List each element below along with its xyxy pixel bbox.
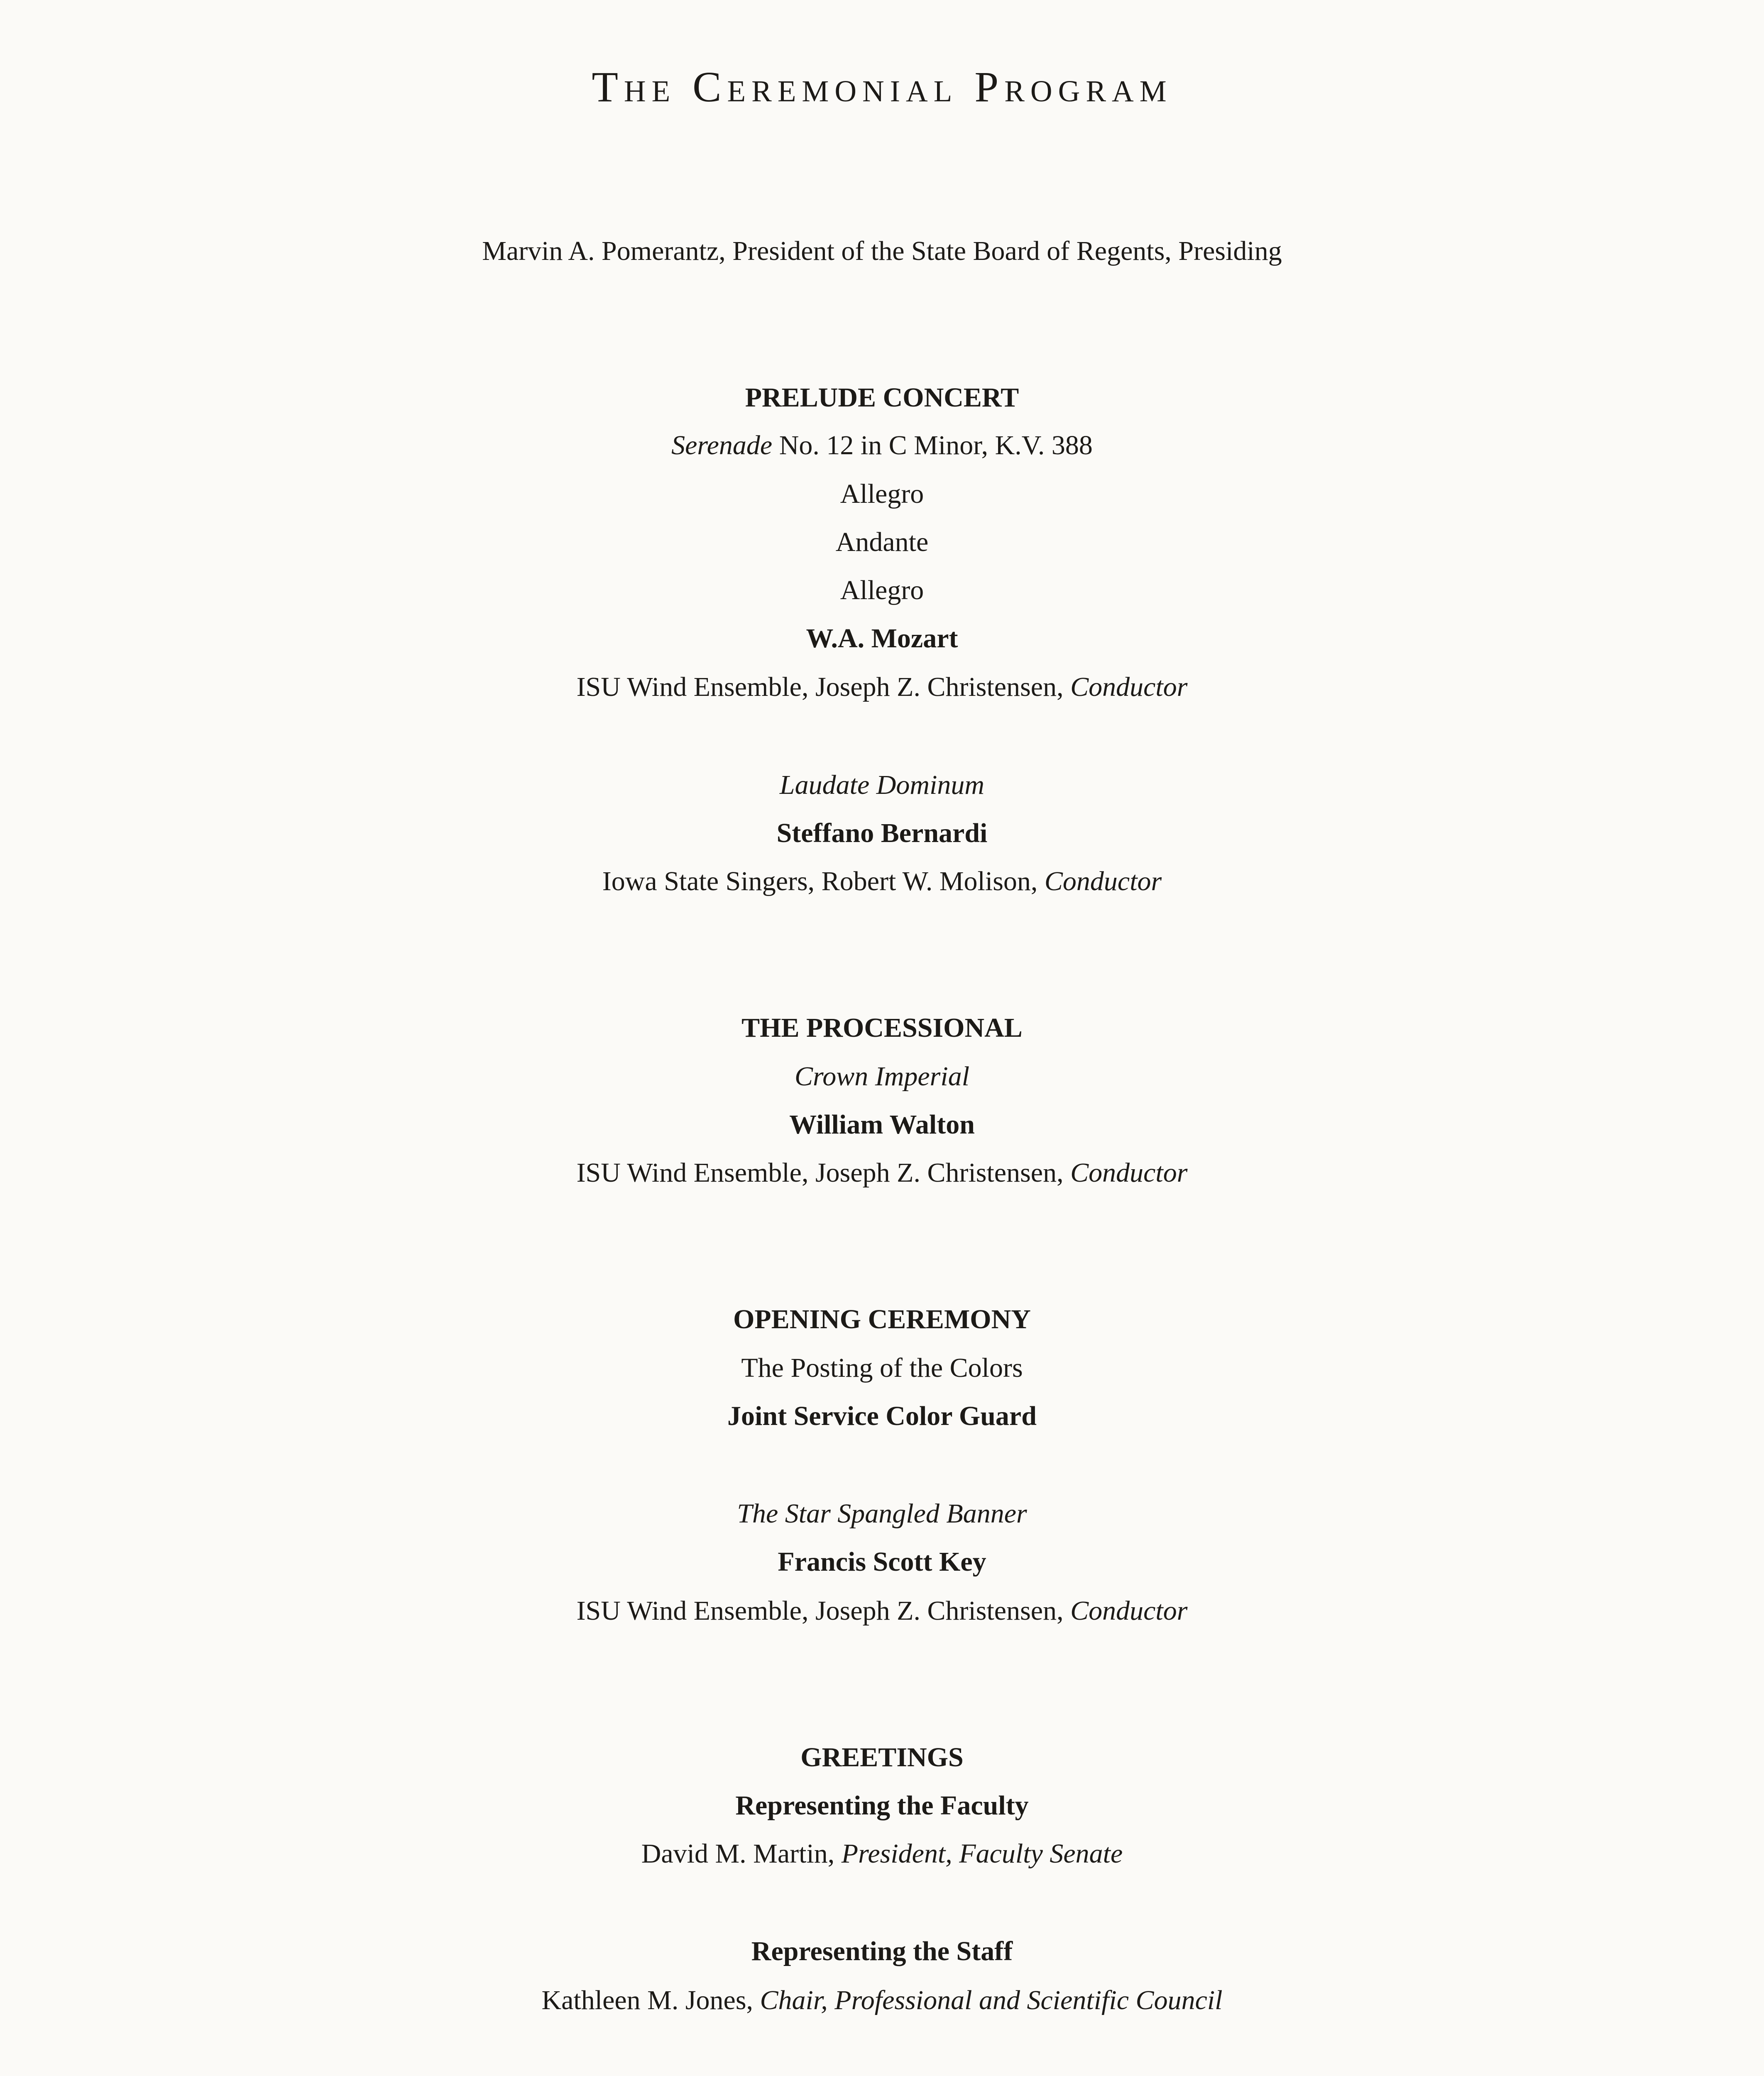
processional-performer-name: ISU Wind Ensemble, Joseph Z. Christensen, bbox=[576, 1158, 1071, 1188]
processional-performer bbox=[0, 1159, 1764, 1187]
greeting-speaker bbox=[0, 1840, 1764, 1868]
laudate-performer-name: Iowa State Singers, Robert W. Molison, bbox=[602, 866, 1045, 896]
processional-performer-role: Conductor bbox=[1070, 1158, 1188, 1188]
prelude-performer-role: Conductor bbox=[1070, 672, 1188, 702]
anthem-performer-name: ISU Wind Ensemble, Joseph Z. Christensen, bbox=[576, 1596, 1071, 1626]
greeting-label: Representing the Faculty bbox=[735, 1790, 1029, 1821]
prelude-performer bbox=[0, 673, 1764, 701]
prelude-movement: Andante bbox=[835, 527, 929, 557]
laudate-composer: Steffano Bernardi bbox=[776, 818, 988, 848]
anthem-performer-role: Conductor bbox=[1070, 1596, 1188, 1626]
opening-performer: Joint Service Color Guard bbox=[727, 1401, 1037, 1431]
anthem-work-title: The Star Spangled Banner bbox=[737, 1498, 1027, 1529]
prelude-performer-name: ISU Wind Ensemble, Joseph Z. Christensen, bbox=[576, 672, 1071, 702]
anthem-composer: Francis Scott Key bbox=[778, 1547, 986, 1577]
greeting-label: Representing the Staff bbox=[751, 1936, 1013, 1966]
page-title: The Ceremonial Program bbox=[592, 63, 1172, 111]
greeting-speaker-name: David M. Martin, bbox=[641, 1839, 842, 1869]
greeting-speaker-role: Chair, Professional and Scientific Council bbox=[760, 1985, 1223, 2015]
prelude-work-details: No. 12 in C Minor, K.V. 388 bbox=[772, 430, 1093, 460]
processional-composer: William Walton bbox=[789, 1109, 975, 1140]
presiding-line: Marvin A. Pomerantz, President of the State Board of Regents, Presiding bbox=[482, 236, 1282, 266]
prelude-heading: PRELUDE CONCERT bbox=[745, 382, 1019, 413]
opening-heading: OPENING CEREMONY bbox=[733, 1304, 1031, 1334]
opening-item: The Posting of the Colors bbox=[741, 1353, 1023, 1383]
laudate-work-title: Laudate Dominum bbox=[779, 770, 985, 800]
prelude-movement: Allegro bbox=[840, 479, 924, 509]
prelude-work-title: Serenade bbox=[671, 430, 773, 460]
greetings-heading: GREETINGS bbox=[800, 1742, 964, 1772]
processional-work-title: Crown Imperial bbox=[794, 1061, 970, 1092]
greeting-speaker-role: President, Faculty Senate bbox=[841, 1839, 1123, 1869]
prelude-movement: Allegro bbox=[840, 575, 924, 605]
anthem-performer bbox=[0, 1597, 1764, 1625]
laudate-performer bbox=[0, 868, 1764, 895]
processional-heading: THE PROCESSIONAL bbox=[741, 1013, 1023, 1043]
prelude-composer: W.A. Mozart bbox=[806, 623, 958, 654]
greeting-speaker-name: Kathleen M. Jones, bbox=[541, 1985, 760, 2015]
greeting-speaker bbox=[0, 1987, 1764, 2014]
laudate-performer-role: Conductor bbox=[1044, 866, 1162, 896]
prelude-work bbox=[0, 432, 1764, 459]
